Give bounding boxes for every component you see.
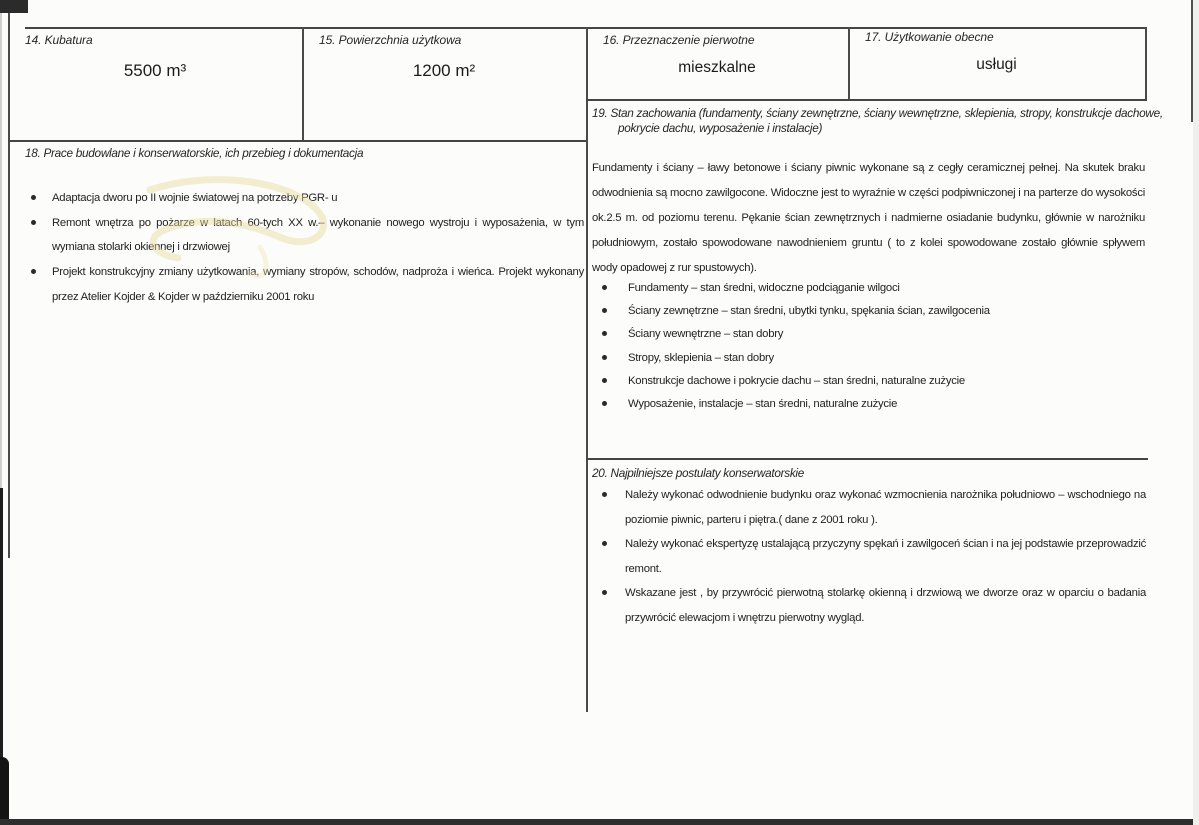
field-18-item: Remont wnętrza po pożarze w latach 60-tych XX w.– wykonanie nowego wystroju i wyposażenia, w tym wymiana stolarki okiennej i drzwiowej: [18, 211, 584, 260]
field-20-label: 20. Najpilniejsze postulaty konserwatorskie: [592, 466, 805, 480]
field-18-label: 18. Prace budowlane i konserwatorskie, ich przebieg i dokumentacja: [25, 146, 364, 160]
field-19-item: Konstrukcje dachowe i pokrycie dachu – stan średni, naturalne zużycie: [586, 370, 1146, 393]
scan-mark-top-left: [0, 0, 28, 13]
field-19-item: Fundamenty – stan średni, widoczne podciąganie wilgoci: [586, 277, 1146, 300]
field-15-label: 15. Powierzchnia użytkowa: [319, 33, 462, 47]
border-above-field18: [8, 140, 586, 142]
scan-edge-corner-blob: [0, 757, 9, 825]
field-20-item: Należy wykonać odwodnienie budynku oraz wykonać wzmocnienia narożnika południowo – wschodniego na poziomie piwnic, parteru i piętra.( dane z 2001 roku ).: [586, 483, 1146, 532]
field-19-list: [586, 277, 1146, 416]
field-20-list: [586, 483, 1146, 631]
field-16-value: mieszkalne: [678, 59, 756, 76]
field-15-cell: [302, 27, 586, 81]
field-17-label: 17. Użytkowanie obecne: [865, 30, 994, 44]
field-14-label: 14. Kubatura: [25, 33, 93, 47]
field-16-cell: [586, 27, 848, 77]
field-17-value: usługi: [976, 56, 1017, 73]
scan-margin-right: [1193, 0, 1199, 825]
field-18-item: Projekt konstrukcyjny zmiany użytkowania, wymiany stropów, schodów, nadproża i wieńca. Projekt wykonany przez Atelier Kojder & Kojder w październiku 2001 roku: [18, 260, 584, 309]
field-19-item: Ściany zewnętrzne – stan średni, ubytki tynku, spękania ścian, zawilgocenia: [586, 300, 1146, 323]
scan-edge-bottom: [0, 819, 1199, 825]
border-under-field16-17: [586, 99, 1147, 101]
field-19-paragraph: Fundamenty i ściany – ławy betonowe i ściany piwnic wykonane są z cegły ceramicznej pełnej. Na skutek braku odwodnienia są mocno zawilgocone. Widoczne jest to wyraźnie w części podpiwniczonej i na parterze do wysokości ok.2.5 m. od poziomu terenu. Pękanie ścian zewnętrznych i nadmierne osiadanie budynku, głównie w narożniku południowym, zostało spowodowane nawodnieniem gruntu ( to z kolei spowodowane zostało głównie spływem wody opadowej z rur spustowych).: [592, 162, 1145, 274]
field-20-item: Należy wykonać ekspertyzę ustalającą przyczyny spękań i zawilgoceń ścian i na jej podstawie przeprowadzić remont.: [586, 532, 1146, 581]
field-19-item: Stropy, sklepienia – stan dobry: [586, 347, 1146, 370]
field-16-label: 16. Przeznaczenie pierwotne: [603, 33, 755, 47]
field-17-cell: [848, 27, 1145, 74]
field-19-item: Wyposażenie, instalacje – stan średni, naturalne zużycie: [586, 393, 1146, 416]
field-19-item: Ściany wewnętrzne – stan dobry: [586, 323, 1146, 346]
scan-edge-left-faint: [0, 0, 2, 488]
field-14-value: 5500 m³: [123, 61, 187, 80]
table-border-left: [8, 10, 10, 558]
highlighter-smudge: [110, 155, 410, 305]
field-14-cell: [8, 27, 302, 81]
field-19-label: 19. Stan zachowania (fundamenty, ściany zewnętrzne, ściany wewnętrzne, sklepienia, stropy, konstrukcje dachowe, pokrycie dachu, wyposażenie i instalacje): [592, 106, 1163, 135]
field-20-item: Wskazane jest , by przywrócić pierwotną stolarkę okienną i drzwiową we dworze oraz w oparciu o badania przywrócić elewacjom i wnętrzu pierwotny wygląd.: [586, 581, 1146, 630]
table-border-right: [1145, 27, 1147, 99]
field-18-item: Adaptacja dworu po II wojnie światowej na potrzeby PGR- u: [18, 186, 584, 211]
border-above-field20: [586, 458, 1148, 460]
field-15-value: 1200 m²: [412, 61, 476, 80]
